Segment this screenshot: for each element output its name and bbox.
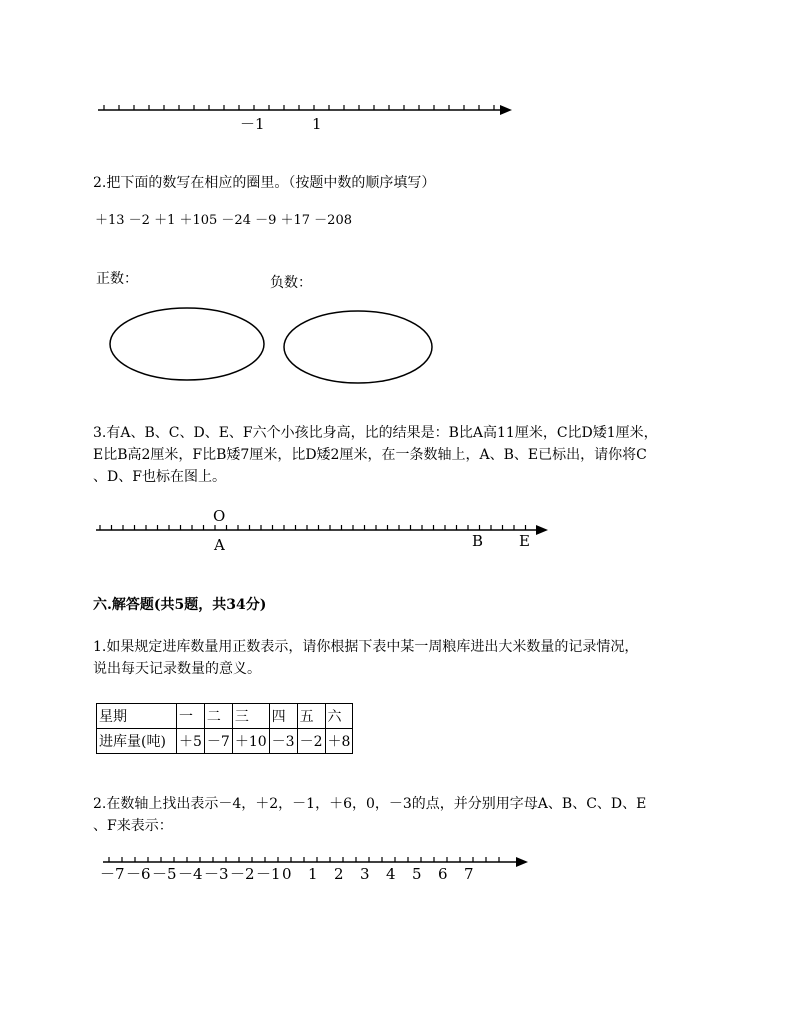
axis3-label: 6 <box>438 865 448 883</box>
table-cell: －2 <box>297 729 325 754</box>
number-line-2 <box>90 500 555 560</box>
table-cell: ＋8 <box>325 729 353 754</box>
q6-2-line1: 2.在数轴上找出表示－4，＋2，－1，＋6，0，－3的点，并分别用字母A、B、C、D、E <box>93 796 647 812</box>
number-line-3 <box>95 848 535 888</box>
table-cell: －3 <box>269 729 297 754</box>
axis3-label: 4 <box>386 865 396 883</box>
negative-label: 负数： <box>270 275 312 291</box>
q3-line1: 3.有A、B、C、D、E、F六个小孩比身高，比的结果是：B比A高11厘米，C比D矮1厘米， <box>93 425 658 441</box>
table-row <box>97 704 353 729</box>
axis3-label: 1 <box>308 865 318 883</box>
table-cell: 二 <box>204 704 232 729</box>
axis2-label-e: E <box>519 532 530 550</box>
axis3-label: －5 <box>152 865 177 883</box>
q6-2-line2: 、F来表示： <box>93 818 173 834</box>
axis3-label: －7 <box>100 865 125 883</box>
axis3-label: 5 <box>412 865 422 883</box>
axis1-label-1: 1 <box>312 115 322 133</box>
positive-circle[interactable] <box>110 308 264 380</box>
axis3-label: －1 <box>256 865 281 883</box>
data-table <box>96 703 353 754</box>
axis3-label: 2 <box>334 865 344 883</box>
circles <box>100 300 445 390</box>
axis3-label: －6 <box>126 865 151 883</box>
axis3-label: 0 <box>282 865 292 883</box>
table-cell: 五 <box>297 704 325 729</box>
table-cell: 星期 <box>97 704 177 729</box>
table-cell: 一 <box>177 704 205 729</box>
table-row <box>97 729 353 754</box>
number-line-1 <box>90 96 520 136</box>
section6-title: 六.解答题(共5题，共34分) <box>93 597 267 613</box>
axis2-label-o: O <box>213 507 226 525</box>
table-cell: ＋10 <box>232 729 269 754</box>
axis3-label: 3 <box>360 865 370 883</box>
q6-1-line2: 说出每天记录数量的意义。 <box>93 661 261 677</box>
axis1-label-minus1: －1 <box>240 115 265 133</box>
axis2-label-b: B <box>472 532 484 550</box>
axis3-label: －4 <box>178 865 203 883</box>
positive-label: 正数： <box>96 271 138 287</box>
axis3-label: 7 <box>464 865 474 883</box>
axis2-label-a: A <box>214 536 225 554</box>
axis3-label: －2 <box>230 865 255 883</box>
table-cell: 进库量(吨) <box>97 729 177 754</box>
table-cell: 三 <box>232 704 269 729</box>
q6-1-line1: 1.如果规定进库数量用正数表示，请你根据下表中某一周粮库进出大米数量的记录情况， <box>93 639 639 655</box>
q3-line3: 、D、F也标在图上。 <box>93 469 226 485</box>
negative-circle[interactable] <box>284 311 432 383</box>
table-cell: 四 <box>269 704 297 729</box>
axis3-label: －3 <box>204 865 229 883</box>
table-cell: 六 <box>325 704 353 729</box>
table-cell: ＋5 <box>177 729 205 754</box>
q2-numbers: ＋13 －2 ＋1 ＋105 －24 －9 ＋17 －208 <box>95 213 352 228</box>
q2-title: 2.把下面的数写在相应的圈里。（按题中数的顺序填写） <box>93 175 436 191</box>
q3-line2: E比B高2厘米，F比B矮7厘米，比D矮2厘米，在一条数轴上，A、B、E已标出，请你将C <box>93 447 647 463</box>
table-cell: －7 <box>204 729 232 754</box>
